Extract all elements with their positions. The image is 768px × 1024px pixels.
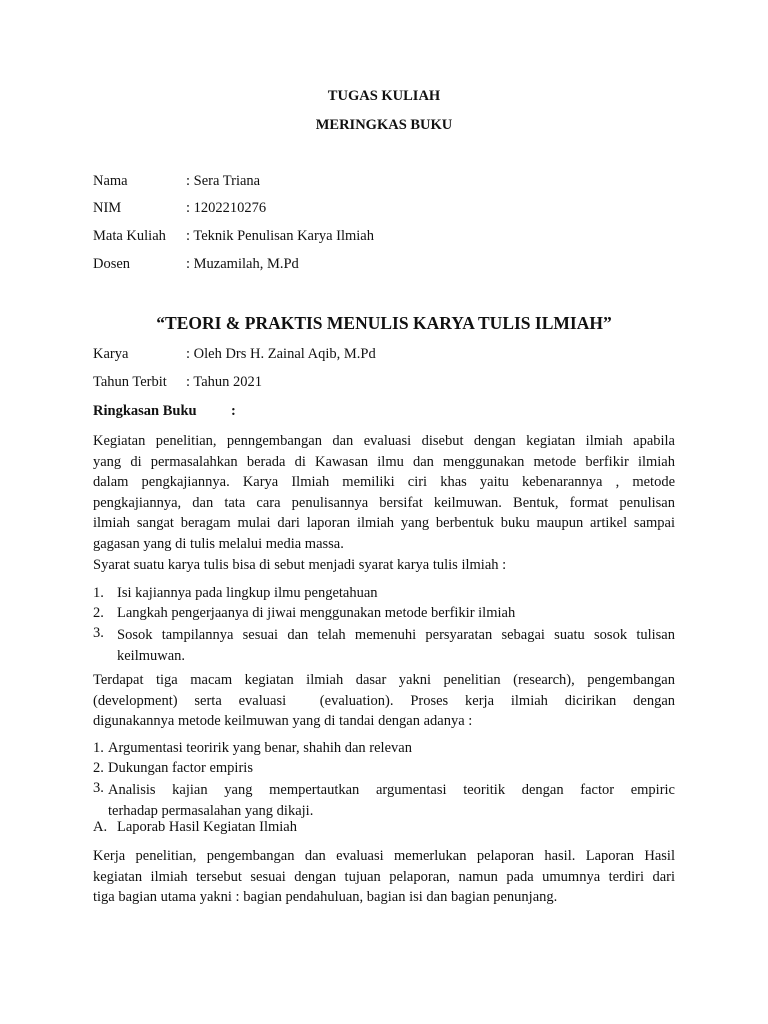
paragraph-line: Terdapat tiga macam kegiatan ilmiah dasar yakni penelitian (research), pengembangan [93, 672, 675, 688]
paragraph-intro [93, 431, 675, 554]
identity-value-nim: : 1202210276 [186, 200, 267, 216]
paragraph-line: kegiatan ilmiah tersebut sesuai dengan tujuan pelaporan, namun pada umumnya terdiri dari [93, 868, 675, 885]
identity-value-nama: : Sera Triana [186, 173, 261, 189]
paragraph-line: pengkajiannya, dan tata cara penulisannya bersifat keilmuwan. Bentuk, format penulisan [93, 494, 675, 511]
paragraph-syarat: Syarat suatu karya tulis bisa di sebut menjadi syarat karya tulis ilmiah : [93, 557, 507, 573]
book-label-tahun: Tahun Terbit [93, 374, 167, 390]
paragraph-line: (development) serta evaluasi (evaluation). Proses kerja ilmiah dicirikan dengan [93, 692, 675, 709]
identity-value-dosen: : Muzamilah, M.Pd [186, 256, 299, 272]
section-heading: Laporab Hasil Kegiatan Ilmiah [117, 819, 297, 835]
list-item-text [108, 780, 675, 821]
paragraph-line: Kerja penelitian, pengembangan dan evaluasi memerlukan pelaporan hasil. Laporan Hasil [93, 848, 675, 864]
list-item-text: Dukungan factor empiris [108, 760, 253, 776]
list-item-number: 3. [93, 780, 104, 796]
list-item-number: 2. [93, 760, 104, 776]
identity-label-nim: NIM [93, 200, 122, 216]
book-value-tahun: : Tahun 2021 [186, 374, 263, 390]
paragraph-line: Kegiatan penelitian, penngembangan dan evaluasi disebut dengan kegiatan ilmiah apabila [93, 433, 675, 449]
summary-heading: Ringkasan Buku [93, 403, 197, 419]
book-label-karya: Karya [93, 346, 129, 362]
list-item-line: keilmuwan. [117, 647, 186, 664]
list-item-text: Argumentasi teoririk yang benar, shahih dan relevan [108, 740, 412, 756]
list-item-number: 2. [93, 605, 104, 621]
identity-label-nama: Nama [93, 173, 128, 189]
list-item-number: 1. [93, 585, 104, 601]
identity-label-mata-kuliah: Mata Kuliah [93, 228, 166, 244]
list-item-line: terhadap permasalahan yang dikaji. [108, 802, 314, 819]
book-value-karya: : Oleh Drs H. Zainal Aqib, M.Pd [186, 346, 376, 362]
paragraph-line: digunakannya metode keilmuwan yang di tandai dengan adanya : [93, 713, 473, 729]
paragraph-line: yang di permasalahkan berada di Kawasan ilmu dan menggunakan metode berfikir ilmiah [93, 453, 675, 470]
paragraph-laporan [93, 846, 675, 908]
list-item-line: Sosok tampilannya sesuai dan telah memenuhi persyaratan sebagai suatu sosok tulisan [117, 627, 675, 643]
paragraph-line: ilmiah sangat beragam mulai dari laporan ilmiah yang berbentuk buku maupun artikel sampai [93, 515, 675, 531]
list-item-number: 3. [93, 625, 104, 641]
summary-heading-colon: : [231, 403, 236, 419]
identity-label-dosen: Dosen [93, 256, 131, 272]
paragraph-line: gagasan yang di tulis melalui media massa. [93, 535, 344, 552]
paragraph-line: tiga bagian utama yakni : bagian pendahuluan, bagian isi dan bagian penunjang. [93, 889, 558, 905]
list-item-line: Analisis kajian yang mempertautkan argumentasi teoritik dengan factor empiric [108, 782, 675, 798]
identity-value-mata-kuliah: : Teknik Penulisan Karya Ilmiah [186, 228, 374, 244]
list-item-text: Isi kajiannya pada lingkup ilmu pengetahuan [117, 585, 378, 601]
paragraph-kegiatan [93, 670, 675, 732]
section-number: A. [93, 819, 108, 835]
book-title: “TEORI & PRAKTIS MENULIS KARYA TULIS ILMIAH” [156, 313, 612, 333]
list-item-text: Langkah pengerjaanya di jiwai menggunakan metode berfikir ilmiah [117, 605, 516, 621]
list-item-text [117, 625, 675, 666]
paragraph-line: dalam pengkajiannya. Karya Ilmiah memiliki ciri khas yaitu kebenarannya , metode [93, 474, 675, 490]
list-item-number: 1. [93, 740, 104, 756]
header-title: TUGAS KULIAH [327, 88, 441, 104]
header-subtitle: MERINGKAS BUKU [315, 117, 453, 133]
